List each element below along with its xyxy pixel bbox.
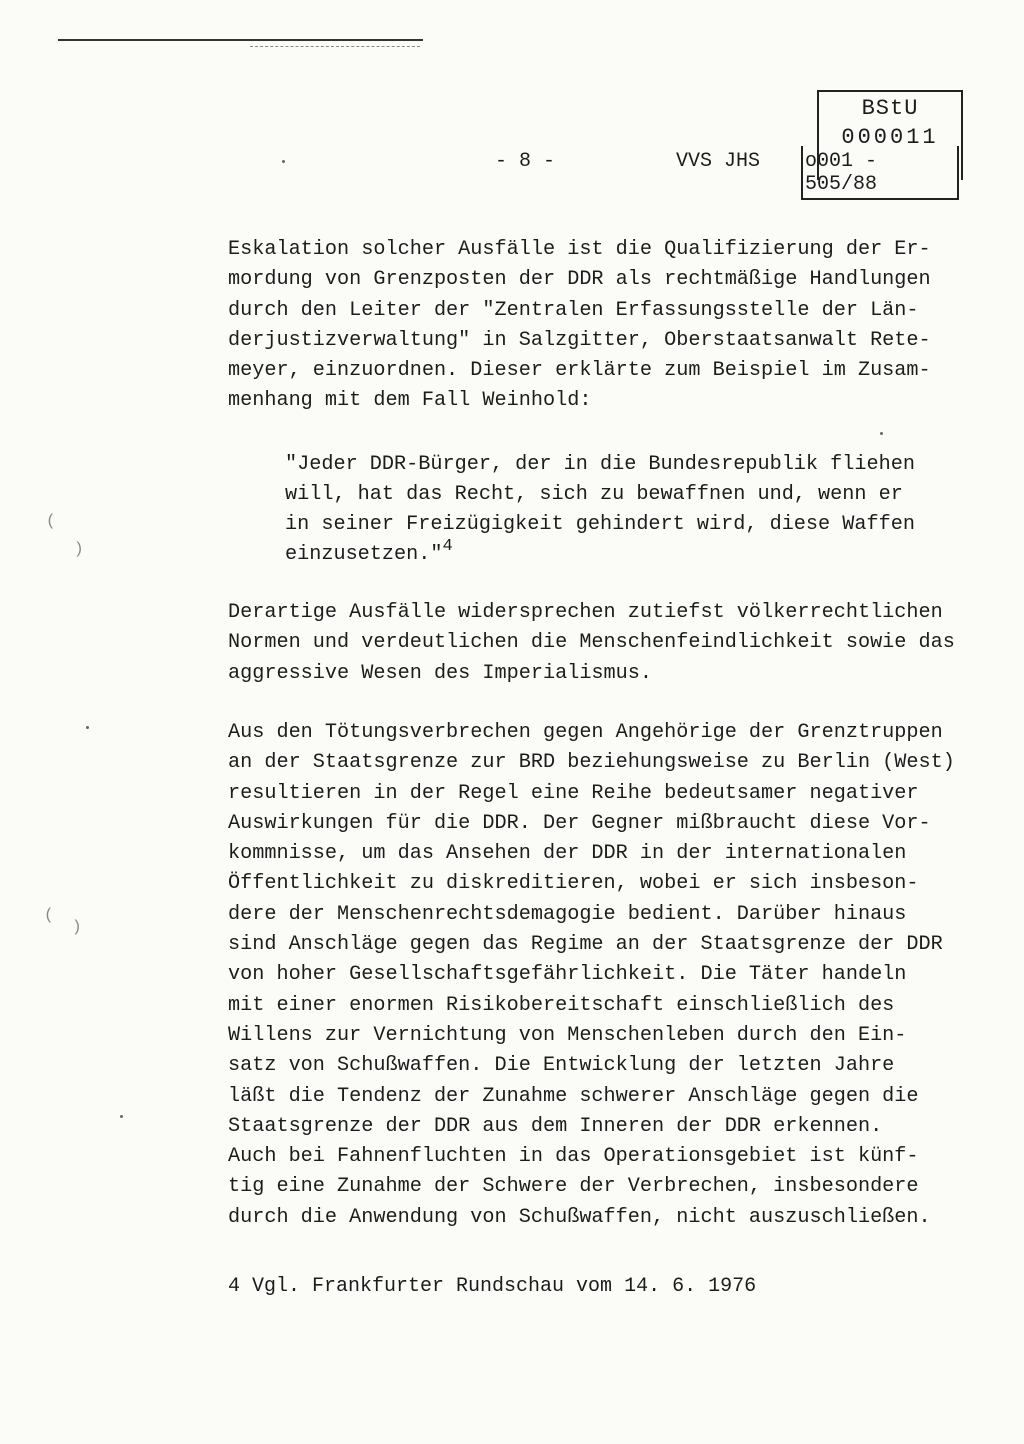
- text-line: durch den Leiter der "Zentralen Erfassungsstelle der Län-: [228, 298, 919, 322]
- quote-line-last: [285, 537, 965, 570]
- text-line: durch die Anwendung von Schußwaffen, nicht auszuschließen.: [228, 1205, 931, 1229]
- paragraph-3: [228, 718, 968, 1233]
- text-line: dere der Menschenrechtsdemagogie bedient. Darüber hinaus: [228, 902, 907, 926]
- text-line: satz von Schußwaffen. Die Entwicklung der letzten Jahre: [228, 1054, 895, 1078]
- footnote: 4 Vgl. Frankfurter Rundschau vom 14. 6. 1976: [228, 1275, 757, 1298]
- text-line: Aus den Tötungsverbrechen gegen Angehörige der Grenztruppen: [228, 721, 943, 744]
- paragraph-1: [228, 235, 968, 417]
- quote-line: in seiner Freizügigkeit gehindert wird, diese Waffen: [285, 513, 915, 536]
- scan-speck: [282, 160, 285, 163]
- text-line: Auch bei Fahnenfluchten in das Operationsgebiet ist künf-: [228, 1145, 919, 1169]
- quote-text: einzusetzen.": [285, 543, 443, 566]
- text-line: an der Staatsgrenze zur BRD beziehungsweise zu Berlin (West): [228, 751, 955, 775]
- scan-speck: [880, 432, 883, 435]
- text-line: meyer, einzuordnen. Dieser erklärte zum Beispiel im Zusam-: [228, 359, 931, 383]
- text-line: kommnisse, um das Ansehen der DDR in der internationalen: [228, 842, 907, 866]
- top-rule-line: [58, 39, 423, 41]
- text-line: derjustizverwaltung" in Salzgitter, Oberstaatsanwalt Rete-: [228, 328, 931, 352]
- hole-mark-right: ): [74, 540, 84, 558]
- text-line: Eskalation solcher Ausfälle ist die Qualifizierung der Er-: [228, 238, 931, 261]
- block-quote: [285, 450, 965, 570]
- text-line: Öffentlichkeit zu diskreditieren, wobei er sich insbeson-: [228, 872, 919, 896]
- stamp-serial: 000011: [841, 125, 939, 150]
- quote-line: "Jeder DDR-Bürger, der in die Bundesrepublik fliehen: [285, 453, 915, 476]
- page-number: - 8 -: [495, 150, 556, 173]
- hole-mark-right: ): [72, 918, 82, 936]
- text-line: Auswirkungen für die DDR. Der Gegner mißbraucht diese Vor-: [228, 811, 931, 835]
- text-line: mit einer enormen Risikobereitschaft einschließlich des: [228, 993, 895, 1017]
- quote-line: will, hat das Recht, sich zu bewaffnen und, wenn er: [285, 483, 903, 506]
- top-rule-dashed: [250, 46, 420, 47]
- hole-mark-left: (: [44, 906, 54, 924]
- text-line: menhang mit dem Fall Weinhold:: [228, 389, 592, 413]
- text-line: resultieren in der Regel eine Reihe bedeutsamer negativer: [228, 781, 919, 805]
- document-number: o001 - 505/88: [801, 146, 959, 200]
- text-line: tig eine Zunahme der Schwere der Verbrechen, insbesondere: [228, 1175, 919, 1199]
- text-line: von hoher Gesellschaftsgefährlichkeit. Die Täter handeln: [228, 963, 907, 987]
- text-line: mordung von Grenzposten der DDR als rechtmäßige Handlungen: [228, 268, 931, 292]
- text-line: Willens zur Vernichtung von Menschenleben durch den Ein-: [228, 1023, 907, 1047]
- text-line: sind Anschläge gegen das Regime an der Staatsgrenze der DDR: [228, 933, 943, 957]
- hole-mark-left: (: [46, 512, 56, 530]
- text-line: Derartige Ausfälle widersprechen zutiefst völkerrechtlichen: [228, 601, 943, 624]
- text-line: läßt die Tendenz der Zunahme schwerer Anschläge gegen die: [228, 1084, 919, 1108]
- paragraph-2: [228, 598, 968, 689]
- footnote-marker: 4: [442, 537, 453, 556]
- scan-speck: [86, 726, 89, 729]
- text-line: Staatsgrenze der DDR aus dem Inneren der DDR erkennen.: [228, 1114, 883, 1138]
- text-line: Normen und verdeutlichen die Menschenfeindlichkeit sowie das: [228, 631, 955, 655]
- classification-mark: VVS JHS: [676, 150, 761, 173]
- text-line: aggressive Wesen des Imperialismus.: [228, 661, 653, 685]
- stamp-archive: BStU: [861, 96, 919, 121]
- scan-speck: [120, 1115, 123, 1118]
